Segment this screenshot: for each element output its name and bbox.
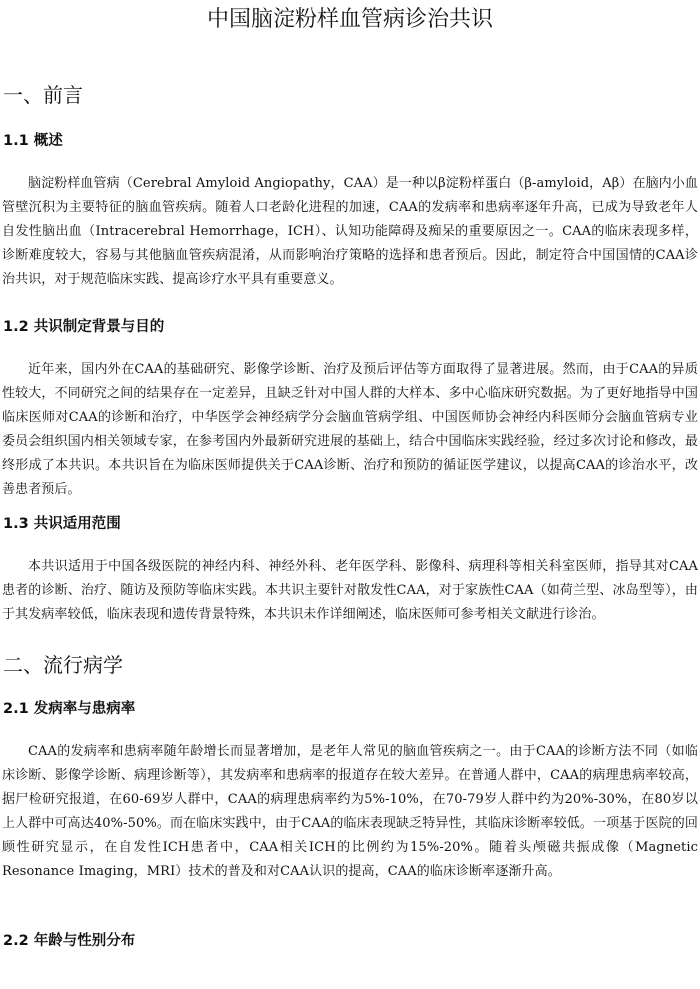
subsection-heading-age-sex: 2.2 年龄与性别分布 <box>3 933 136 949</box>
document-title: 中国脑淀粉样血管病诊治共识 <box>206 7 493 32</box>
section-heading-preface: 一、前言 <box>3 83 83 107</box>
subsection-heading-overview: 1.1 概述 <box>3 133 63 149</box>
paragraph-incidence: CAA的发病率和患病率随年龄增长而显著增加，是老年人常见的脑血管疾病之一。由于CAA的诊断方法不同（如临床诊断、影像学诊断、病理诊断等），其发病率和患病率的报道存在较大差异。在普通人群中，CAA的病理患病率较高，据尸检研究报道，在60-69岁人群中，CAA的病理患病率约为5%-10%，在70-79岁人群中约为20%-30%，在80岁以上人群中可高达40%-50%。而在临床实践中，由于CAA的临床表现缺乏特异性，其临床诊断率较低。一项基于医院的回顾性研究显示，在自发性ICH患者中，CAA相关ICH的比例约为15%-20%。随着头颅磁共振成像（Magnetic Resonance Imaging，MRI）技术的普及和对CAA认识的提高，CAA的临床诊断率逐渐升高。 <box>2 744 698 879</box>
subsection-heading-scope: 1.3 共识适用范围 <box>3 516 121 532</box>
subsection-heading-background: 1.2 共识制定背景与目的 <box>3 319 165 335</box>
subsection-heading-incidence: 2.1 发病率与患病率 <box>3 701 136 717</box>
paragraph-scope: 本共识适用于中国各级医院的神经内科、神经外科、老年医学科、影像科、病理科等相关科室医师，指导其对CAA患者的诊断、治疗、随访及预防等临床实践。本共识主要针对散发性CAA，对于家族性CAA（如荷兰型、冰岛型等），由于其发病率较低，临床表现和遗传背景特殊，本共识未作详细阐述，临床医师可参考相关文献进行诊治。 <box>2 559 698 622</box>
paragraph-background: 近年来，国内外在CAA的基础研究、影像学诊断、治疗及预后评估等方面取得了显著进展。然而，由于CAA的异质性较大，不同研究之间的结果存在一定差异，且缺乏针对中国人群的大样本、多中心临床研究数据。为了更好地指导中国临床医师对CAA的诊断和治疗，中华医学会神经病学分会脑血管病学组、中国医师协会神经内科医师分会脑血管病专业委员会组织国内相关领域专家，在参考国内外最新研究进展的基础上，结合中国临床实践经验，经过多次讨论和修改，最终形成了本共识。本共识旨在为临床医师提供关于CAA诊断、治疗和预防的循证医学建议，以提高CAA的诊治水平，改善患者预后。 <box>2 362 698 497</box>
paragraph-overview: 脑淀粉样血管病（Cerebral Amyloid Angiopathy，CAA）是一种以β淀粉样蛋白（β-amyloid，Aβ）在脑内小血管壁沉积为主要特征的脑血管疾病。随着人口老龄化进程的加速，CAA的发病率和患病率逐年升高，已成为导致老年人自发性脑出血（Intracerebral Hemorrhage，ICH）、认知功能障碍及痴呆的重要原因之一。CAA的临床表现多样，诊断难度较大，容易与其他脑血管疾病混淆，从而影响治疗策略的选择和患者预后。因此，制定符合中国国情的CAA诊治共识，对于规范临床实践、提高诊疗水平具有重要意义。 <box>2 176 698 287</box>
section-heading-epidemiology: 二、流行病学 <box>3 653 123 677</box>
